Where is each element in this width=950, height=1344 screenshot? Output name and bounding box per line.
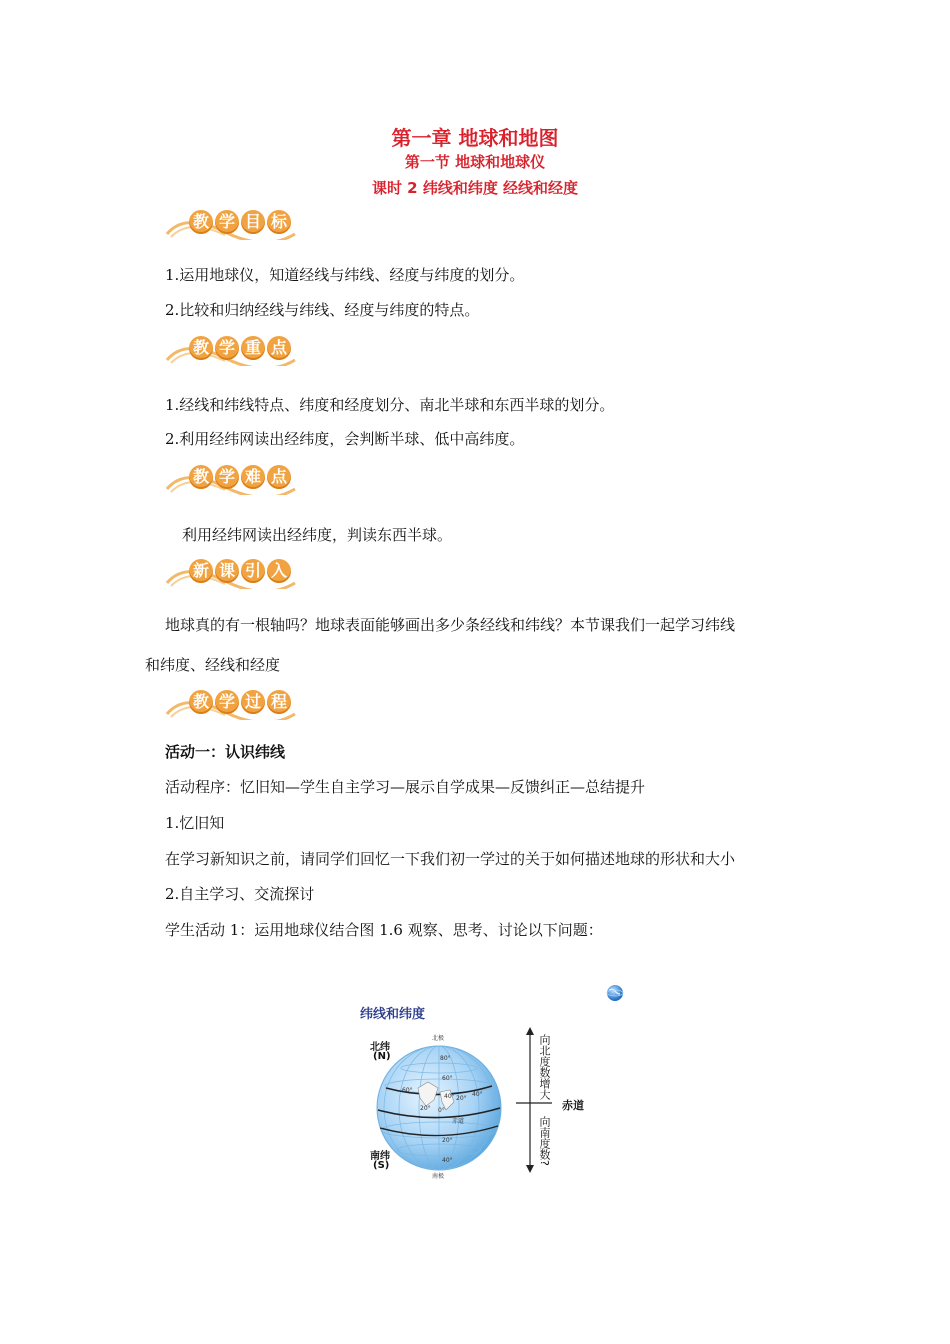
- south-pole-label: 南极: [432, 1173, 445, 1180]
- section-title: 第一节 地球和地球仪: [404, 153, 546, 171]
- badge-intro: [165, 553, 305, 589]
- chapter-title: 第一章 地球和地图: [391, 126, 559, 150]
- degree-label: 80°: [440, 1055, 451, 1062]
- badge-char: 引: [241, 559, 265, 583]
- degree-label: 20°: [442, 1137, 453, 1144]
- goal-item-2: 2.比较和归纳经线与纬线、经度与纬度的特点。: [165, 301, 480, 319]
- globe-icon: [605, 983, 625, 1003]
- arrow-down-icon: [526, 1165, 534, 1173]
- north-latitude-label: 北纬: [370, 1042, 390, 1053]
- step-1-heading: 1.忆旧知: [165, 814, 225, 832]
- goal-item-1: 1.运用地球仪，知道经线与纬线、经度与纬度的划分。: [165, 266, 525, 284]
- activity-procedure: 活动程序：忆旧知—学生自主学习—展示自学成果—反馈纠正—总结提升: [165, 778, 646, 796]
- badge-teaching-goals: [165, 204, 305, 240]
- badge-char: 教: [189, 690, 213, 714]
- key-point-item-2: 2.利用经纬网读出经纬度，会判断半球、低中高纬度。: [165, 430, 525, 448]
- south-latitude-abbr: (S): [373, 1160, 390, 1171]
- equator-on-globe-label: 赤道: [452, 1118, 465, 1125]
- degree-label: 40°: [442, 1157, 453, 1164]
- key-point-item-1: 1.经线和纬线特点、纬度和经度划分、南北半球和东西半球的划分。: [165, 396, 615, 414]
- intro-line-2: 和纬度、经线和经度: [145, 656, 281, 674]
- northward-increase-label: 向北度数增大: [538, 1034, 551, 1100]
- badge-char: 学: [215, 690, 239, 714]
- north-pole-label: 北极: [432, 1035, 445, 1042]
- arrow-up-icon: [526, 1027, 534, 1035]
- badge-char: 学: [215, 465, 239, 489]
- step-1-text: 在学习新知识之前，请同学们回忆一下我们初一学过的关于如何描述地球的形状和大小: [165, 850, 736, 868]
- badge-difficulties: [165, 459, 305, 495]
- southward-increase-label: 向南度数?: [538, 1116, 551, 1166]
- intro-line-1: 地球真的有一根轴吗？地球表面能够画出多少条经线和纬线？本节课我们一起学习纬线: [165, 616, 736, 634]
- badge-process: [165, 684, 305, 720]
- badge-char: 教: [189, 465, 213, 489]
- badge-char: 学: [215, 210, 239, 234]
- badge-char: 入: [267, 559, 291, 583]
- degree-label: 20°: [456, 1095, 467, 1102]
- south-latitude-label: 南纬: [370, 1151, 390, 1162]
- north-latitude-abbr: (N): [373, 1051, 391, 1062]
- badge-char: 目: [241, 210, 265, 234]
- student-activity: 学生活动 1：运用地球仪结合图 1.6 观察、思考、讨论以下问题：: [165, 921, 603, 939]
- badge-char: 点: [267, 336, 291, 360]
- badge-char: 课: [215, 559, 239, 583]
- globe-diagram: [372, 1030, 507, 1180]
- badge-char: 程: [267, 690, 291, 714]
- lesson-title: 课时 2 纬线和纬度 经线和经度: [371, 179, 579, 197]
- step-2-heading: 2.自主学习、交流探讨: [165, 885, 315, 903]
- badge-char: 过: [241, 690, 265, 714]
- degree-label: 20°: [420, 1105, 431, 1112]
- badge-char: 新: [189, 559, 213, 583]
- degree-label: 60°: [402, 1087, 413, 1094]
- badge-char: 教: [189, 336, 213, 360]
- badge-char: 重: [241, 336, 265, 360]
- difficulty-item-1: 利用经纬网读出经纬度，判读东西半球。: [182, 526, 453, 544]
- badge-char: 标: [267, 210, 291, 234]
- degree-label: 40°: [444, 1093, 455, 1100]
- figure-title: 纬线和纬度: [360, 1007, 426, 1022]
- badge-char: 学: [215, 336, 239, 360]
- activity-title: 活动一：认识纬线: [165, 743, 286, 761]
- badge-char: 点: [267, 465, 291, 489]
- degree-label: 40°: [472, 1091, 483, 1098]
- badge-char: 教: [189, 210, 213, 234]
- degree-label: 0°: [438, 1107, 445, 1114]
- badge-char: 难: [241, 465, 265, 489]
- badge-key-points: [165, 330, 305, 366]
- equator-label: 赤道: [562, 1099, 584, 1112]
- degree-label: 60°: [442, 1075, 453, 1082]
